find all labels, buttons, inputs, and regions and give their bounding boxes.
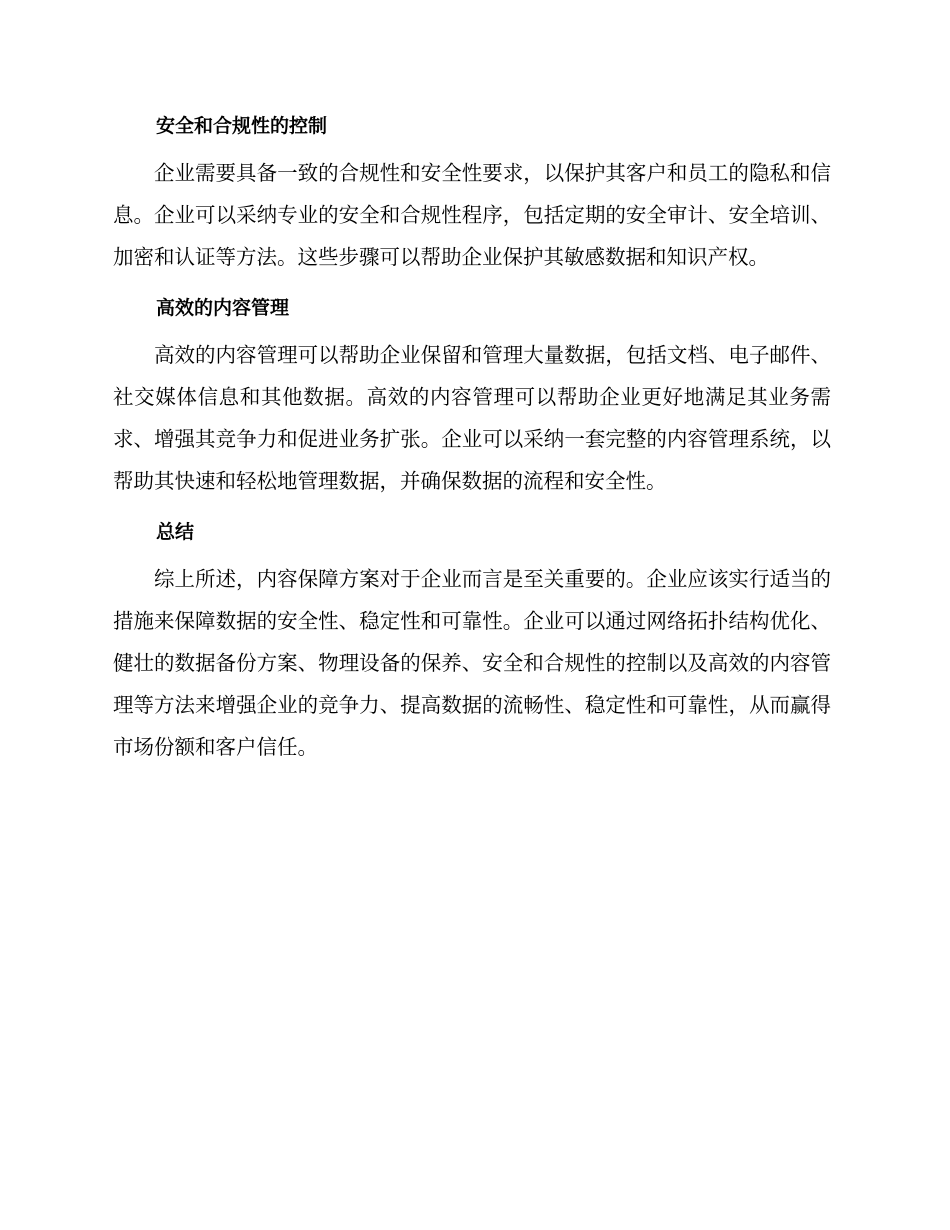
- section-security-compliance: [113, 110, 831, 278]
- section-heading: 总结: [156, 521, 195, 543]
- section-heading: 高效的内容管理: [156, 297, 290, 319]
- section-heading: 安全和合规性的控制: [156, 115, 328, 137]
- document-page: [113, 110, 831, 768]
- section-paragraph: 高效的内容管理可以帮助企业保留和管理大量数据，包括文档、电子邮件、社交媒体信息和其他数据。高效的内容管理可以帮助企业更好地满足其业务需求、增强其竞争力和促进业务扩张。企业可以采纳一套完整的内容管理系统，以帮助其快速和轻松地管理数据，并确保数据的流程和安全性。: [113, 343, 831, 493]
- section-paragraph: 企业需要具备一致的合规性和安全性要求，以保护其客户和员工的隐私和信息。企业可以采纳专业的安全和合规性程序，包括定期的安全审计、安全培训、加密和认证等方法。这些步骤可以帮助企业保护其敏感数据和知识产权。: [113, 161, 831, 269]
- section-content-management: [113, 292, 831, 502]
- section-paragraph: 综上所述，内容保障方案对于企业而言是至关重要的。企业应该实行适当的措施来保障数据的安全性、稳定性和可靠性。企业可以通过网络拓扑结构优化、健壮的数据备份方案、物理设备的保养、安全和合规性的控制以及高效的内容管理等方法来增强企业的竞争力、提高数据的流畅性、稳定性和可靠性，从而赢得市场份额和客户信任。: [113, 567, 831, 759]
- section-summary: [113, 516, 831, 768]
